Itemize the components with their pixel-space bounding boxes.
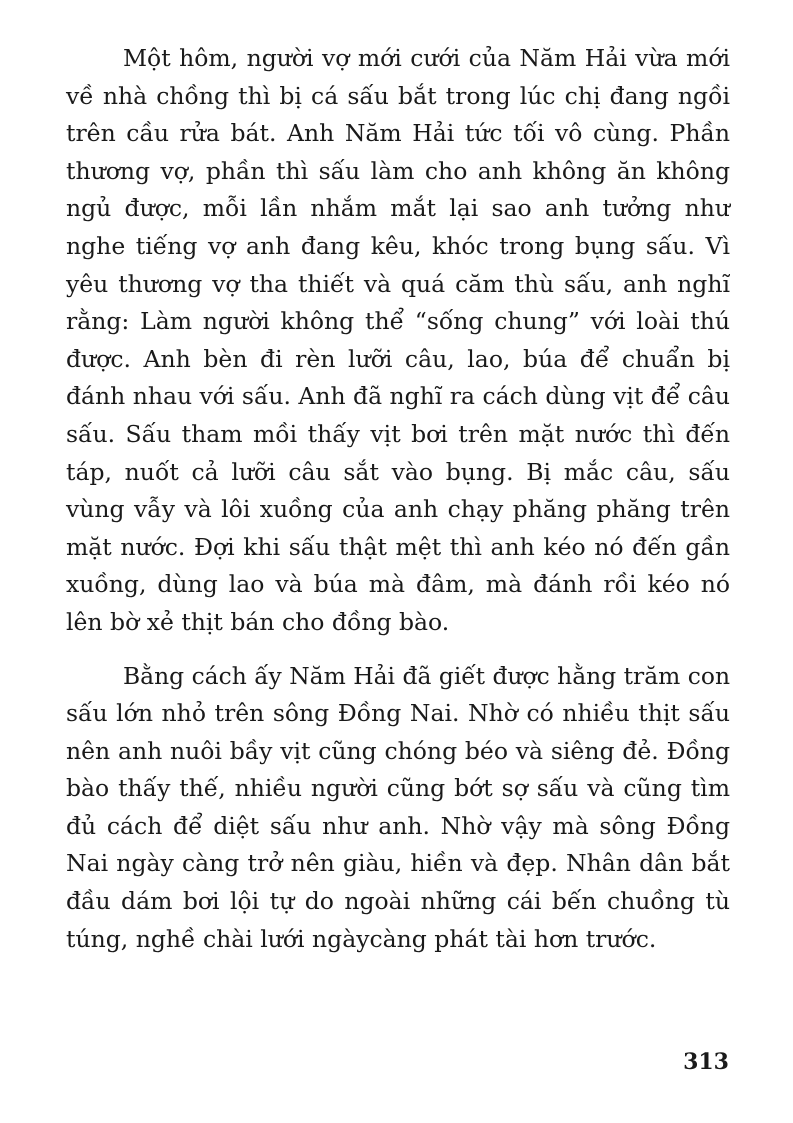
text-line: lên bờ xẻ thịt bán cho đồng bào. bbox=[66, 607, 450, 636]
text-line: sấu. Sấu tham mồi thấy vịt bơi trên mặt nước thì đến bbox=[66, 419, 730, 448]
text-line: về nhà chồng thì bị cá sấu bắt trong lúc chị đang ngồi bbox=[66, 81, 730, 110]
text-line: sấu lớn nhỏ trên sông Đồng Nai. Nhờ có nhiều thịt sấu bbox=[66, 699, 730, 728]
paragraph-2 bbox=[66, 658, 730, 959]
text-line: túng, nghề chài lưới ngàycàng phát tài hơn trước. bbox=[66, 924, 657, 953]
text-line: táp, nuốt cả lưỡi câu sắt vào bụng. Bị mắc câu, sấu bbox=[66, 457, 730, 486]
text-line: được. Anh bèn đi rèn lưỡi câu, lao, búa để chuẩn bị bbox=[66, 344, 730, 373]
text-line: Nai ngày càng trở nên giàu, hiền và đẹp. Nhân dân bắt bbox=[66, 849, 730, 878]
body-text bbox=[66, 40, 730, 958]
text-line: ngủ được, mỗi lần nhắm mắt lại sao anh tưởng như bbox=[66, 194, 730, 223]
text-line: xuồng, dùng lao và búa mà đâm, mà đánh rồi kéo nó bbox=[66, 570, 730, 599]
text-line: rằng: Làm người không thể “sống chung” với loài thú bbox=[66, 307, 730, 336]
text-line: Một hôm, người vợ mới cưới của Năm Hải vừa mới bbox=[123, 44, 730, 72]
text-line: bào thấy thế, nhiều người cũng bớt sợ sấu và cũng tìm bbox=[66, 774, 730, 803]
page-number: 313 bbox=[683, 1049, 729, 1075]
text-line: vùng vẫy và lôi xuồng của anh chạy phăng phăng trên bbox=[66, 495, 730, 524]
text-line: yêu thương vợ tha thiết và quá căm thù sấu, anh nghĩ bbox=[66, 269, 730, 298]
text-line: đủ cách để diệt sấu như anh. Nhờ vậy mà sông Đồng bbox=[66, 811, 730, 840]
text-line: trên cầu rửa bát. Anh Năm Hải tức tối vô cùng. Phần bbox=[66, 119, 730, 148]
text-line: mặt nước. Đợi khi sấu thật mệt thì anh kéo nó đến gần bbox=[66, 532, 730, 561]
text-line: Bằng cách ấy Năm Hải đã giết được hằng trăm con bbox=[123, 661, 730, 690]
paragraph-1 bbox=[66, 40, 730, 642]
text-line: đánh nhau với sấu. Anh đã nghĩ ra cách dùng vịt để câu bbox=[66, 382, 730, 411]
text-line: đầu dám bơi lội tự do ngoài những cái bến chuồng tù bbox=[66, 887, 730, 916]
text-line: thương vợ, phần thì sấu làm cho anh không ăn không bbox=[66, 156, 730, 185]
text-line: nên anh nuôi bầy vịt cũng chóng béo và siêng đẻ. Đồng bbox=[66, 736, 730, 765]
text-line: nghe tiếng vợ anh đang kêu, khóc trong bụng sấu. Vì bbox=[66, 231, 730, 260]
